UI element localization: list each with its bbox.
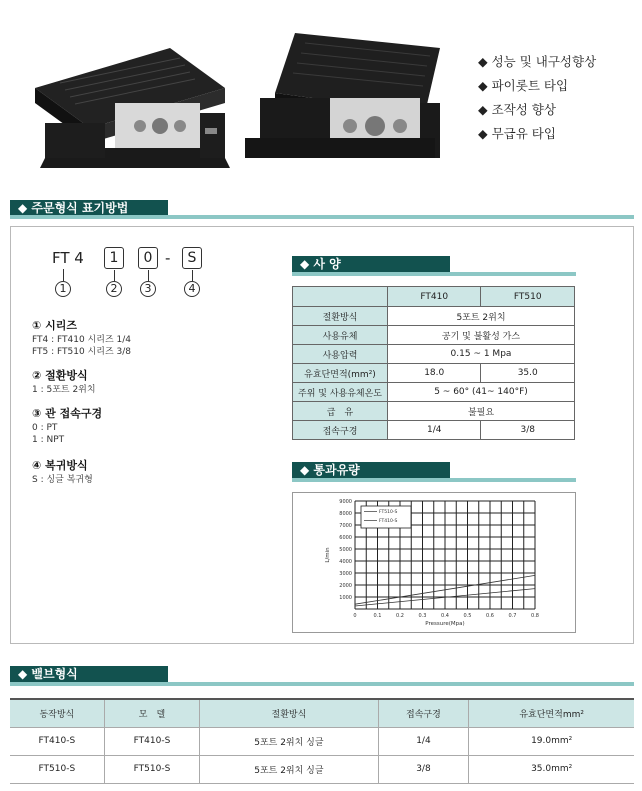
x-tick-label: 0.8 (531, 613, 539, 619)
spec-header-row (293, 287, 575, 307)
legend-series (32, 320, 131, 358)
spec-section-title: ◆ 사 양 (292, 256, 450, 273)
model-cell: FT510-S (104, 755, 199, 783)
section-divider (292, 272, 576, 276)
model-header-cell: 모 델 (104, 699, 199, 727)
y-tick-label: 7000 (339, 523, 352, 529)
legend-line: FT5 : FT510 시리즈 3/8 (32, 347, 131, 357)
table-row (10, 755, 634, 783)
flow-chart (293, 493, 575, 632)
legend-line: 0 : PT (32, 423, 58, 433)
feature-item: ◆ 파이롯트 타입 (478, 74, 596, 98)
model-cell: FT410-S (104, 727, 199, 755)
model-cell: 19.0mm² (469, 727, 634, 755)
foot-valve-photo-2 (235, 28, 450, 168)
spec-row (293, 383, 575, 402)
feature-item: ◆ 조작성 향상 (478, 98, 596, 122)
legend-return (32, 460, 93, 486)
spec-label: 절환방식 (293, 307, 388, 326)
code-marker-1: 1 (55, 281, 71, 297)
spec-value: 5 ~ 60° (41~ 140°F) (388, 383, 575, 402)
x-tick-label: 0.7 (508, 613, 517, 619)
foot-valve-photo-1 (30, 28, 235, 178)
x-tick-label: 0.5 (463, 613, 472, 619)
spec-value: 35.0 (481, 364, 575, 383)
model-header-row (10, 699, 634, 727)
spec-row (293, 364, 575, 383)
legend-label: FT510-S (379, 510, 398, 515)
y-axis-label: L/min (325, 547, 331, 563)
legend-line: 1 : NPT (32, 435, 65, 445)
spec-value: 5포트 2위치 (388, 307, 575, 326)
feature-item: ◆ 무급유 타입 (478, 122, 596, 146)
flow-section-title: ◆ 통과유량 (292, 462, 450, 479)
model-cell: 1/4 (378, 727, 469, 755)
legend-port (32, 408, 102, 446)
model-cell: 3/8 (378, 755, 469, 783)
x-tick-label: 0.3 (418, 613, 427, 619)
x-tick-label: 0.6 (486, 613, 494, 619)
legend-line: FT4 : FT410 시리즈 1/4 (32, 335, 131, 345)
model-header-cell: 유효단면적mm² (469, 699, 634, 727)
spec-header-cell (293, 287, 388, 307)
spec-row (293, 326, 575, 345)
model-cell: 5포트 2위치 싱글 (200, 727, 378, 755)
section-divider (10, 682, 634, 686)
model-header-cell: 접속구경 (378, 699, 469, 727)
model-cell: FT410-S (10, 727, 104, 755)
x-axis-label: Pressure(Mpa) (425, 621, 465, 627)
spec-row (293, 402, 575, 421)
y-tick-label: 2000 (339, 583, 352, 589)
model-header-cell: 절환방식 (200, 699, 378, 727)
code-connector (63, 269, 64, 281)
code-prefix: FT 4 (52, 249, 84, 267)
legend-title: ④ 복귀방식 (32, 459, 88, 472)
spec-table (292, 286, 575, 440)
section-divider (292, 478, 576, 482)
model-cell: FT510-S (10, 755, 104, 783)
order-section-title: ◆ 주문형식 표기방법 (10, 200, 168, 217)
legend-line: 1 : 5포트 2위치 (32, 385, 96, 395)
valve-section-title: ◆ 밸브형식 (10, 666, 168, 683)
y-tick-label: 1000 (339, 595, 352, 601)
legend-title: ③ 관 접속구경 (32, 407, 103, 420)
model-cell: 35.0mm² (469, 755, 634, 783)
spec-value: 1/4 (388, 421, 481, 440)
feature-item: ◆ 성능 및 내구성향상 (478, 50, 596, 74)
code-digit-2: 0 (138, 247, 158, 269)
table-row (10, 727, 634, 755)
spec-label: 접속구경 (293, 421, 388, 440)
x-tick-label: 0 (353, 613, 357, 619)
model-table (10, 698, 634, 784)
code-marker-2: 2 (106, 281, 122, 297)
y-tick-label: 8000 (339, 511, 352, 517)
x-tick-label: 0.4 (441, 613, 449, 619)
spec-row (293, 307, 575, 326)
code-connector (114, 270, 115, 281)
spec-label: 급 유 (293, 402, 388, 421)
spec-row (293, 345, 575, 364)
section-divider (10, 215, 634, 219)
legend-title: ① 시리즈 (32, 319, 78, 332)
flow-chart-frame (292, 492, 576, 633)
spec-header-cell: FT410 (388, 287, 481, 307)
spec-row (293, 421, 575, 440)
code-digit-1: 1 (104, 247, 124, 269)
legend-switching (32, 370, 96, 396)
spec-value: 18.0 (388, 364, 481, 383)
spec-header-cell: FT510 (481, 287, 575, 307)
code-digit-3: S (182, 247, 202, 269)
legend-title: ② 절환방식 (32, 369, 88, 382)
y-tick-label: 9000 (339, 499, 352, 505)
code-connector (148, 270, 149, 281)
y-tick-label: 5000 (339, 547, 352, 553)
spec-value: 3/8 (481, 421, 575, 440)
code-marker-3: 3 (140, 281, 156, 297)
spec-label: 유효단면적(mm²) (293, 364, 388, 383)
legend-line: S : 싱글 복귀형 (32, 475, 93, 485)
spec-value: 0.15 ~ 1 Mpa (388, 345, 575, 364)
y-tick-label: 3000 (339, 571, 352, 577)
code-dash: - (165, 249, 171, 267)
spec-label: 사용유체 (293, 326, 388, 345)
model-cell: 5포트 2위치 싱글 (200, 755, 378, 783)
y-tick-label: 6000 (339, 535, 352, 541)
spec-value: 공기 및 불활성 가스 (388, 326, 575, 345)
spec-label: 주위 및 사용유체온도 (293, 383, 388, 402)
code-marker-4: 4 (184, 281, 200, 297)
y-tick-label: 4000 (339, 559, 352, 565)
legend-label: FT410-S (379, 519, 398, 524)
x-tick-label: 0.2 (396, 613, 404, 619)
code-connector (192, 270, 193, 281)
feature-list (478, 50, 596, 146)
spec-value: 불필요 (388, 402, 575, 421)
x-tick-label: 0.1 (373, 613, 382, 619)
spec-label: 사용압력 (293, 345, 388, 364)
model-header-cell: 동작방식 (10, 699, 104, 727)
